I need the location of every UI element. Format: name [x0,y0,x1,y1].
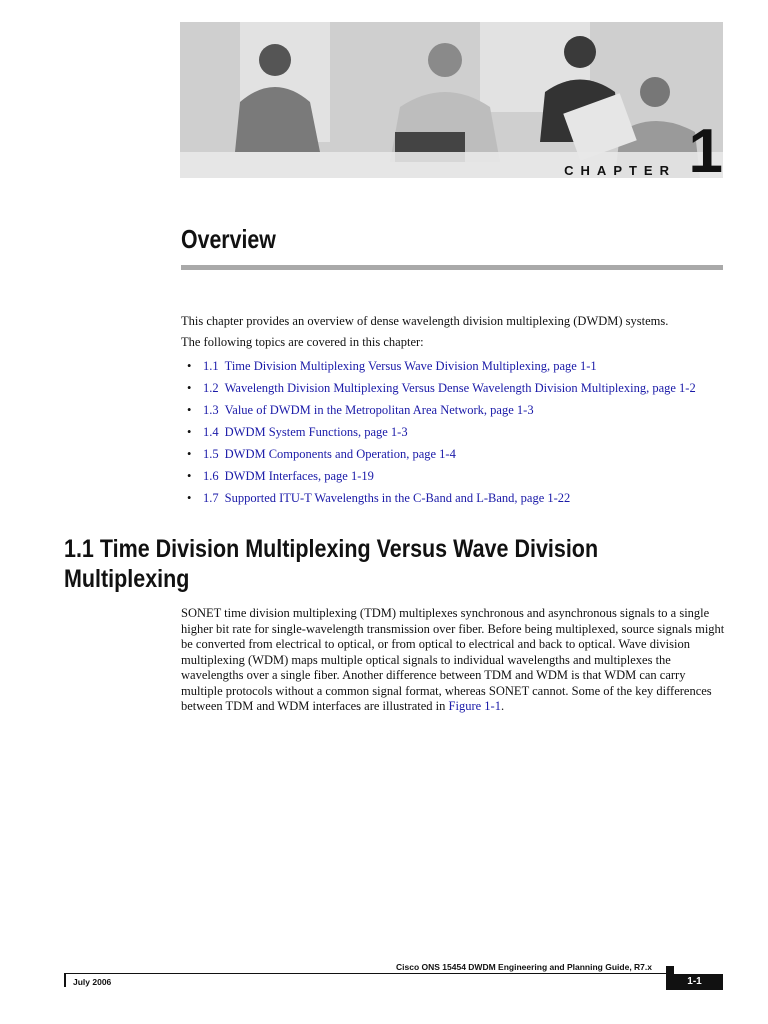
toc-link[interactable]: 1.5 DWDM Components and Operation, page 1-4 [203,447,456,461]
bullet-icon: • [187,469,192,483]
list-item [187,443,696,465]
list-item [187,377,696,399]
page-number: 1-1 [666,974,723,990]
list-item [187,421,696,443]
list-item [187,487,696,509]
toc-link[interactable]: 1.6 DWDM Interfaces, page 1-19 [203,469,374,483]
chapter-number: 1 [688,117,723,186]
intro-paragraph: This chapter provides an overview of dense wavelength division multiplexing (DWDM) systems. [181,314,669,328]
list-item [187,355,696,377]
bullet-icon: • [187,491,192,505]
toc-link[interactable]: 1.3 Value of DWDM in the Metropolitan Area Network, page 1-3 [203,403,534,417]
bullet-icon: • [187,381,192,395]
toc-link[interactable]: 1.4 DWDM System Functions, page 1-3 [203,425,408,439]
footer-divider [64,973,666,974]
toc-link[interactable]: 1.1 Time Division Multiplexing Versus Wave Division Multiplexing, page 1-1 [203,359,597,373]
page-title: Overview [181,224,276,254]
toc-link[interactable]: 1.2 Wavelength Division Multiplexing Versus Dense Wavelength Division Multiplexing, page 1-2 [203,381,696,395]
list-item [187,399,696,421]
figure-link[interactable]: Figure 1-1 [448,699,501,713]
topic-list [187,355,696,509]
bullet-icon: • [187,447,192,461]
footer-date: July 2006 [73,977,112,987]
topics-intro: The following topics are covered in this chapter: [181,335,424,349]
title-divider [181,265,723,270]
footer-tick [64,973,66,987]
toc-link[interactable]: 1.7 Supported ITU-T Wavelengths in the C-Band and L-Band, page 1-22 [203,491,571,505]
bullet-icon: • [187,425,192,439]
section-body: SONET time division multiplexing (TDM) multiplexes synchronous and asynchronous signals to a single higher bit rate for single-wavelength transmission over fiber. Before being multiplexed, source signals might be converted from electrical to optical, or from optical to electrical and back to optical. Wave division multiplexing (WDM) maps multiple optical signals to individual wavelengths and multiplexes the wavelengths over a single fiber. Another difference between TDM and WDM is that WDM can carry multiple protocols without a common signal format, whereas SONET cannot. Some of the key differences between TDM and WDM interfaces are illustrated in Figure 1-1. [181,606,725,713]
chapter-label: CHAPTER [564,163,676,178]
footer-marker [666,966,674,974]
section-heading: 1.1 Time Division Multiplexing Versus Wave Division Multiplexing [64,535,599,593]
office-people-illustration [180,22,723,178]
chapter-banner-photo [180,22,723,178]
bullet-icon: • [187,359,192,373]
list-item [187,465,696,487]
footer-guide-title: Cisco ONS 15454 DWDM Engineering and Planning Guide, R7.x [396,962,652,972]
bullet-icon: • [187,403,192,417]
